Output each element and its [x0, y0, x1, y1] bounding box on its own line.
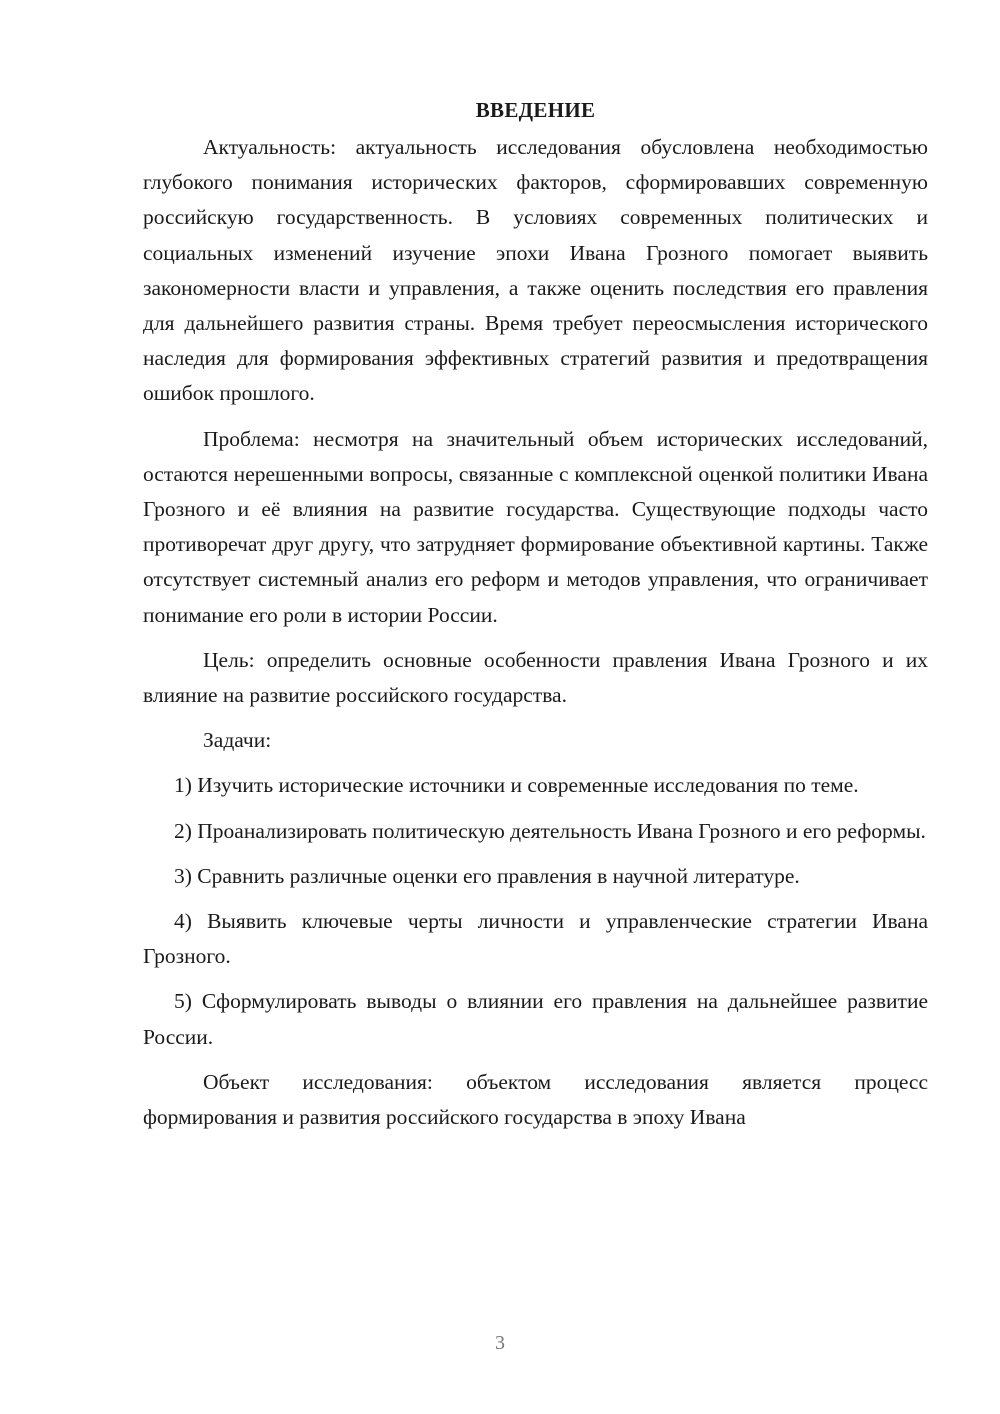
problem-paragraph: Проблема: несмотря на значительный объем исторических исследований, остаются нерешенными вопросы, связанные с комплексной оценкой политики Ивана Грозного и её влияния на развитие государства. Существующие подходы часто противоречат друг другу, что затрудняет формирование объективной картины. Также отсутствует системный анализ его реформ и методов управления, что ограничивает понимание его роли в истории России. — [143, 426, 928, 627]
page-body — [143, 92, 928, 1145]
task-item: 1) Изучить исторические источники и современные исследования по теме. — [174, 773, 859, 798]
task-item: 4) Выявить ключевые черты личности и управленческие стратегии Ивана Грозного. — [143, 909, 928, 969]
task-item: 3) Сравнить различные оценки его правления в научной литературе. — [174, 863, 800, 888]
task-item: 5) Сформулировать выводы о влиянии его правления на дальнейшее развитие России. — [143, 989, 928, 1049]
relevance-paragraph: Актуальность: актуальность исследования обусловлена необходимостью глубокого понимания исторических факторов, сформировавших современную российскую государственность. В условиях современных политических и социальных изменений изучение эпохи Ивана Грозного помогает выявить закономерности власти и управления, а также оценить последствия его правления для дальнейшего развития страны. Время требует переосмысления исторического наследия для формирования эффективных стратегий развития и предотвращения ошибок прошлого. — [143, 135, 928, 406]
goal-paragraph: Цель: определить основные особенности правления Ивана Грозного и их влияние на развитие российского государства. — [143, 647, 928, 708]
page-number: 3 — [495, 1332, 505, 1354]
task-item: 2) Проанализировать политическую деятельность Ивана Грозного и его реформы. — [174, 818, 926, 843]
object-paragraph: Объект исследования: объектом исследования является процесс формирования и развития российского государства в эпоху Ивана — [143, 1069, 928, 1130]
tasks-heading: Задачи: — [203, 728, 272, 753]
section-title: ВВЕДЕНИЕ — [475, 98, 596, 122]
